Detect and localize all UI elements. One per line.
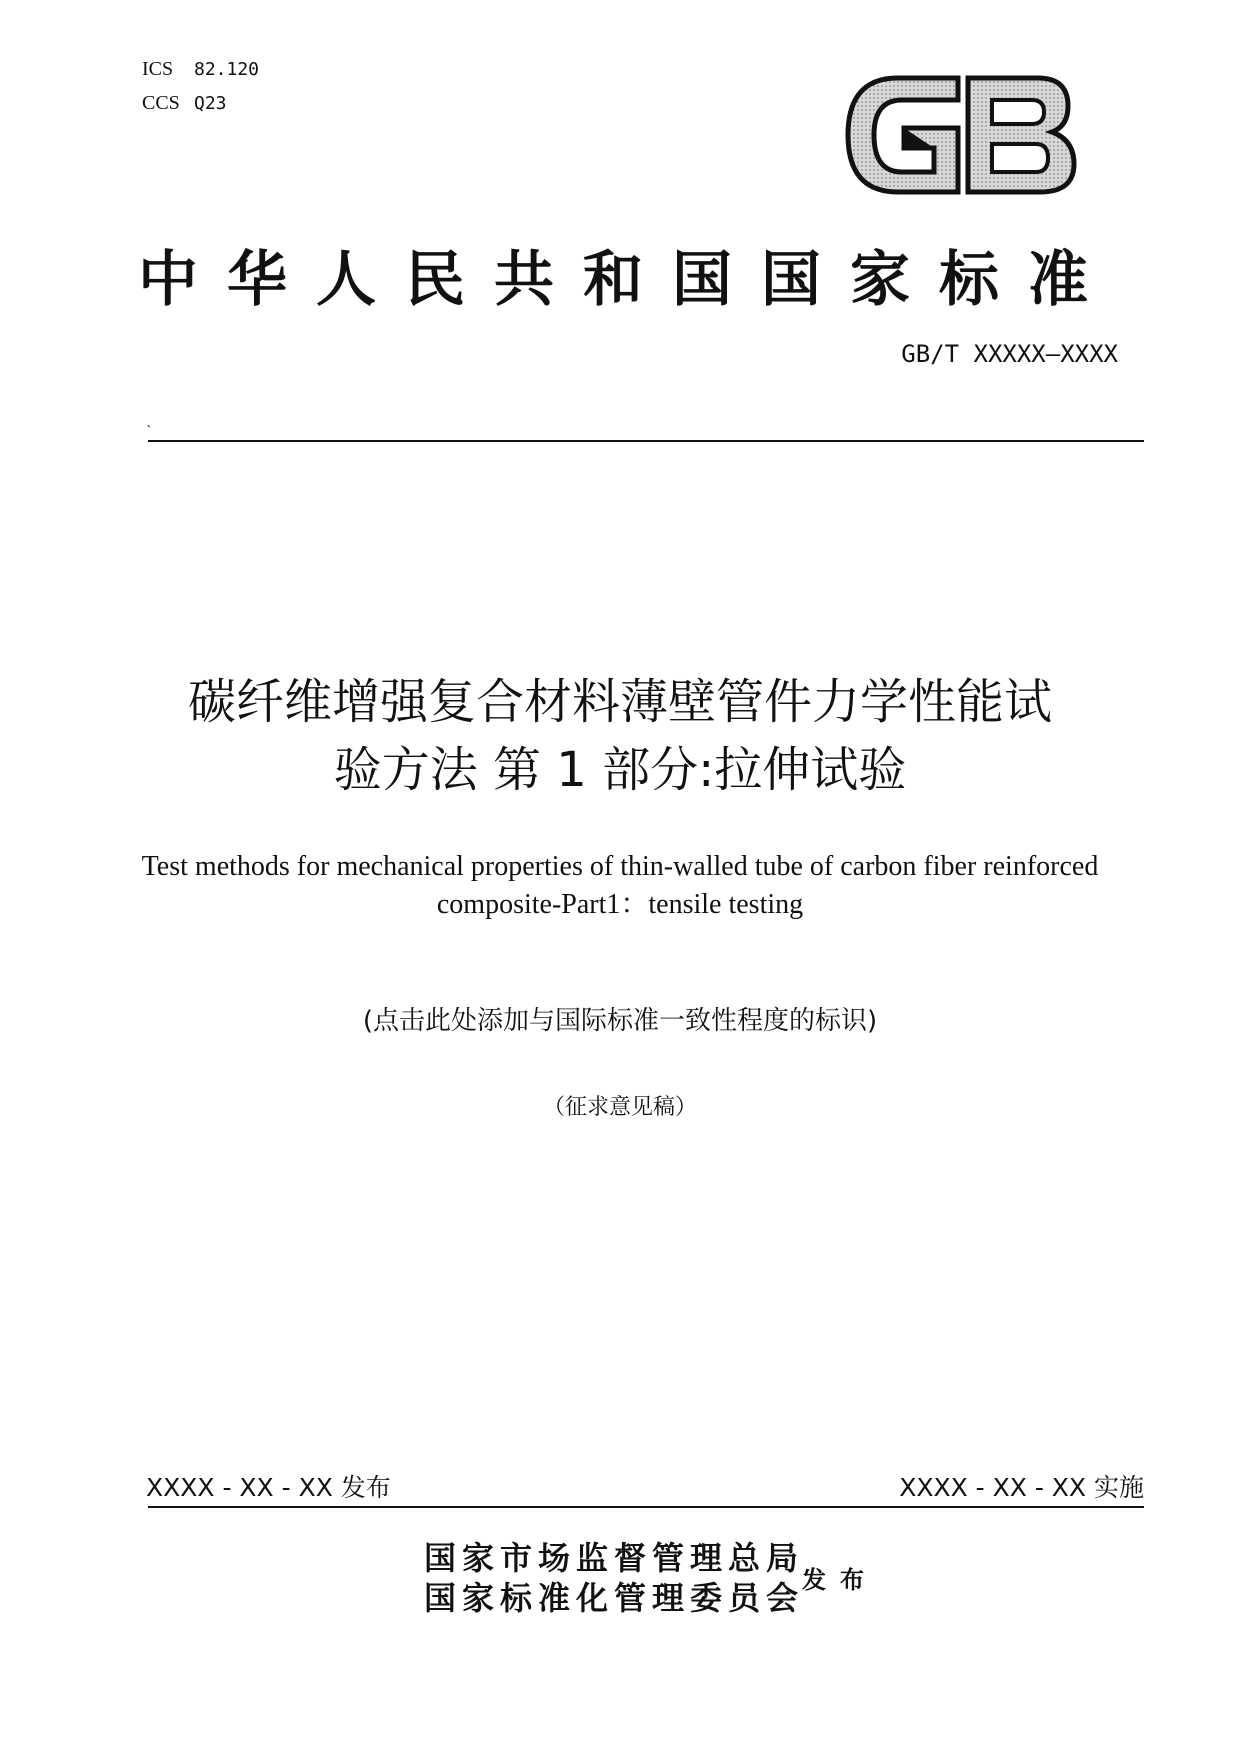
issuing-authorities: [424, 1538, 804, 1618]
title-english-line-1: Test methods for mechanical properties of thin-walled tube of carbon fiber reinforced: [141, 851, 1099, 882]
ccs-code: Q23: [194, 93, 227, 114]
gb-logo: [840, 72, 1080, 198]
footer-divider: [148, 1506, 1144, 1508]
consistency-placeholder[interactable]: (点击此处添加与国际标准一致性程度的标识): [362, 1006, 878, 1036]
national-standard-title: 中华人民共和国国家标准: [138, 245, 1117, 315]
title-chinese-line-2: 验方法 第 1 部分:拉伸试验: [333, 742, 907, 798]
issue-word: 发布: [802, 1565, 878, 1594]
ics-label: ICS: [142, 58, 174, 80]
implementation-date: XXXX - XX - XX 实施: [899, 1473, 1144, 1502]
gb-logo-text: GB: [840, 72, 842, 73]
draft-status: （征求意见稿）: [542, 1095, 697, 1120]
ics-code: 82.120: [194, 59, 260, 80]
header-divider: [148, 440, 1144, 442]
ics-row: [142, 58, 259, 81]
standard-number: GB/T XXXXX—XXXX: [901, 340, 1118, 368]
title-english-line-2: composite-Part1：tensile testing: [436, 889, 804, 920]
ccs-label: CCS: [142, 92, 180, 114]
issuer-market-regulation: 国家市场监督管理总局: [424, 1539, 805, 1577]
title-chinese-line-1: 碳纤维增强复合材料薄壁管件力学性能试: [187, 674, 1052, 730]
issuer-standardization: 国家标准化管理委员会: [424, 1579, 805, 1617]
title-english: [120, 848, 1120, 924]
issue-date: XXXX - XX - XX 发布: [146, 1473, 391, 1502]
ccs-row: [142, 92, 227, 115]
title-chinese: [120, 668, 1120, 804]
tick-mark: `: [146, 424, 153, 440]
